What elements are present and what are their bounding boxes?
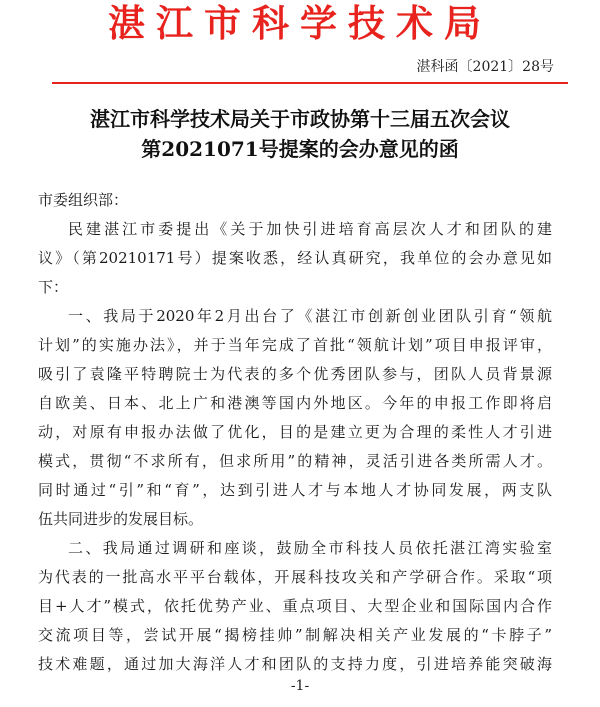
paragraph-line: 交流项目等，尝试开展“揭榜挂帅”制解决相关产业发展的“卡脖子”: [38, 626, 552, 644]
letterhead-title: 湛江市科学技术局: [108, 1, 492, 45]
paragraph-line: 民建湛江市委提出《关于加快引进培育高层次人才和团队的建: [68, 220, 552, 238]
paragraph-line: 一、我局于2020年2月出台了《湛江市创新创业团队引育“领航: [68, 307, 552, 325]
paragraph-line: 伍共同进步的发展目标。: [38, 510, 204, 528]
salutation: 市委组织部：: [38, 191, 129, 209]
document-number: 湛科函〔2021〕28号: [416, 59, 554, 75]
paragraph-line: 目+人才”模式，依托优势产业、重点项目、大型企业和国际国内合作: [38, 597, 552, 615]
paragraph-line: 议》（第20210171号）提案收悉，经认真研究，我单位的会办意见如: [38, 249, 552, 267]
paragraph-line: 下：: [38, 278, 69, 296]
paragraph-line: 同时通过“引”和“育”，达到引进人才与本地人才协同发展，两支队: [38, 481, 552, 499]
document-title-line-1: 湛江市科学技术局关于市政协第十三届五次会议: [90, 107, 510, 131]
paragraph-line: 计划”的实施办法》，并于当年完成了首批“领航计划”项目申报评审，: [38, 336, 552, 354]
page-number: -1-: [290, 678, 310, 694]
paragraph-2: [38, 302, 552, 534]
paragraph-line: 自欧美、日本、北上广和港澳等国内外地区。今年的申报工作即将启: [38, 394, 552, 412]
paragraph-line: 动，对原有申报办法做了优化，目的是建立更为合理的柔性人才引进: [38, 423, 552, 441]
paragraph-line: 为代表的一批高水平平台载体，开展科技攻关和产学研合作。采取“项: [38, 568, 552, 586]
paragraph-line: 模式，贯彻“不求所有，但求所用”的精神，灵活引进各类所需人才。: [38, 452, 552, 470]
paragraph-line: 技术难题，通过加大海洋人才和团队的支持力度，引进培养能突破海: [38, 655, 552, 673]
paragraph-1: [38, 215, 552, 302]
paragraph-3: [38, 534, 552, 679]
document-title: [40, 104, 560, 164]
paragraph-line: 二、我局通过调研和座谈，鼓励全市科技人员依托湛江湾实验室: [68, 539, 552, 557]
paragraph-line: 吸引了袁隆平特聘院士为代表的多个优秀团队参与，团队人员背景源: [38, 365, 552, 383]
red-divider-line: [52, 82, 568, 84]
document-title-line-2: 第2021071号提案的会办意见的函: [141, 137, 459, 161]
document-body: [38, 186, 552, 679]
